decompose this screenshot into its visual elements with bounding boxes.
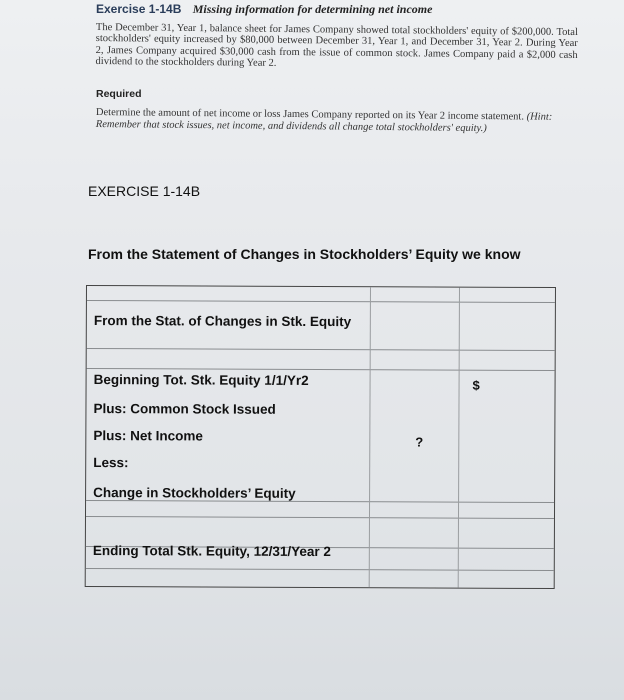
exercise-number: Exercise 1-14B xyxy=(96,2,182,16)
grid-line xyxy=(458,288,460,588)
required-label: Required xyxy=(96,88,142,100)
exercise-header xyxy=(96,2,596,17)
table-header: From the Stat. of Changes in Stk. Equity xyxy=(93,313,352,330)
worksheet-subtitle: From the Statement of Changes in Stockholders’ Equity we know xyxy=(88,246,521,262)
grid-line xyxy=(87,300,555,303)
grid-line xyxy=(86,516,554,519)
row-net-income-label: Plus: Net Income xyxy=(93,428,203,444)
row-change-equity-label: Change in Stockholders’ Equity xyxy=(93,485,296,501)
row-net-income-unknown: ? xyxy=(415,434,424,450)
row-beginning-equity-dollar: $ xyxy=(472,377,480,393)
grid-line xyxy=(86,568,554,571)
equity-table xyxy=(85,285,556,589)
row-less-label: Less: xyxy=(93,455,129,471)
hint-text: (Hint: Remember that stock issues, net income, and dividends all change total stockholders' equity.) xyxy=(95,111,553,134)
row-ending-equity-label: Ending Total Stk. Equity, 12/31/Year 2 xyxy=(92,543,331,560)
worksheet-title: EXERCISE 1-14B xyxy=(88,183,201,199)
required-instruction: Determine the amount of net income or loss James Company reported on its Year 2 income statement. xyxy=(95,107,525,123)
grid-line xyxy=(86,500,554,503)
row-beginning-equity-label: Beginning Tot. Stk. Equity 1/1/Yr2 xyxy=(93,372,309,388)
row-stock-issued-label: Plus: Common Stock Issued xyxy=(93,401,276,417)
grid-line xyxy=(87,368,555,371)
problem-text: The December 31, Year 1, balance sheet for James Company showed total stockholders' equity of $200,000. Total stockholders' equity increased by $80,000 between December 31, Year 1, and December 31, Year 2. During Year 2, James Company acquired $30,000 cash from the issue of common stock. James Company paid a $2,000 cash dividend to the stockholders during Year 2. xyxy=(95,22,578,70)
exercise-title: Missing information for determining net income xyxy=(192,2,433,16)
required-text xyxy=(96,107,578,135)
grid-line xyxy=(369,287,371,587)
grid-line xyxy=(87,348,555,351)
